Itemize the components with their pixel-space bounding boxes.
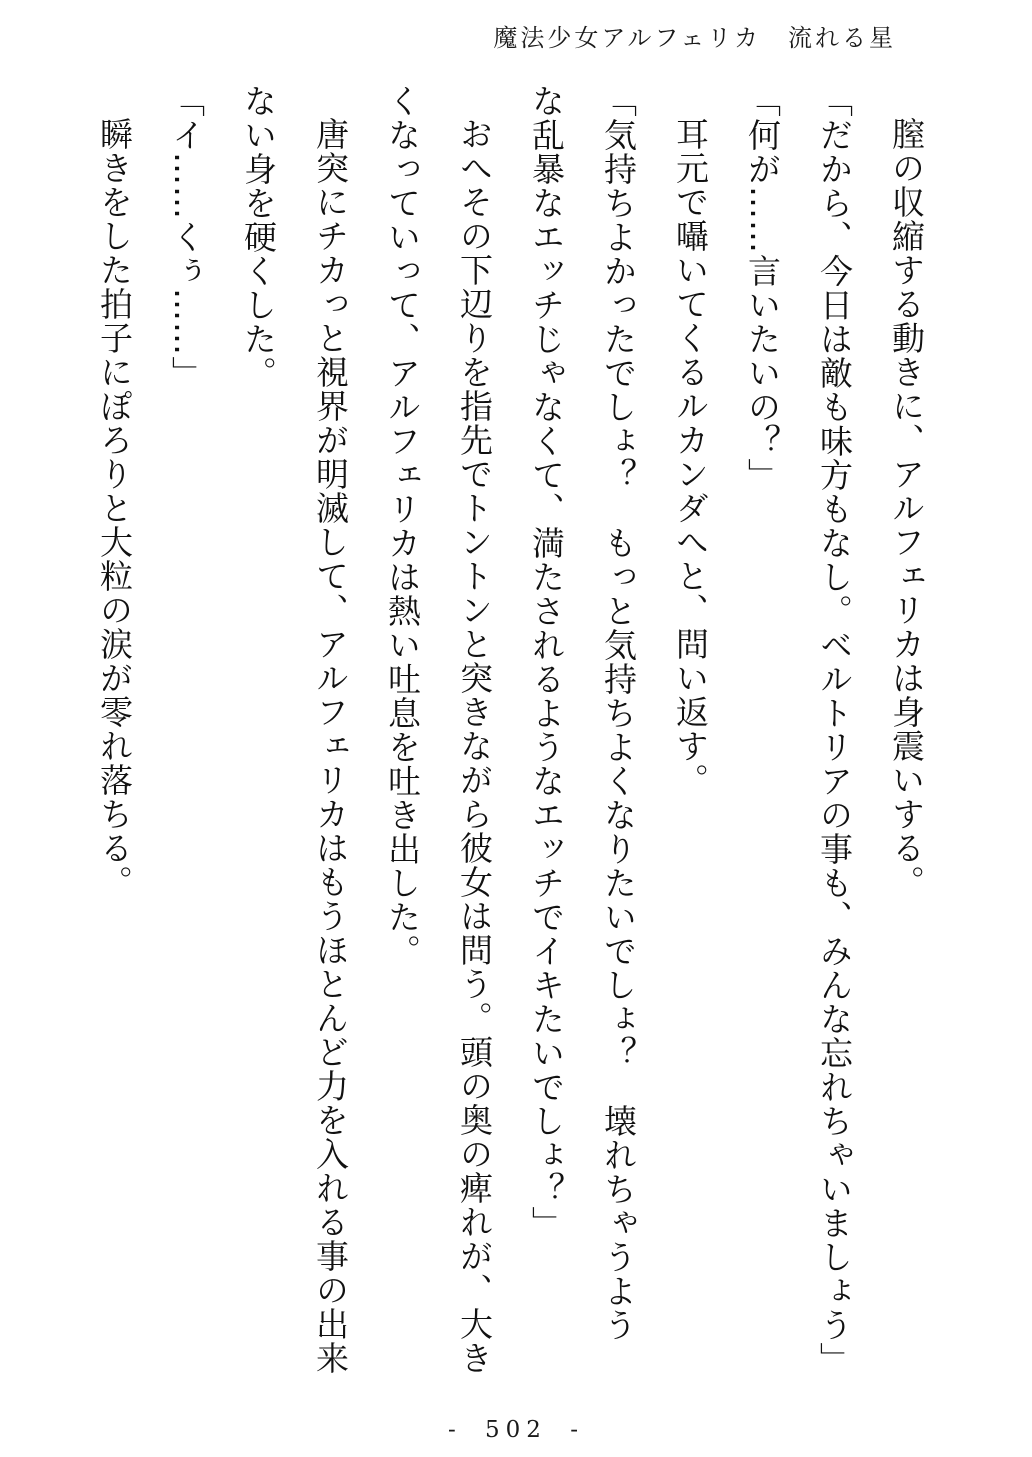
text-line: な乱暴なエッチじゃなくて、満たされるようなエッチでイキたいでしょ？」 xyxy=(527,84,566,1240)
text-line: 「イ……くぅ……」 xyxy=(167,84,206,390)
text-line: 「何が……言いたいの？」 xyxy=(743,84,782,492)
body-text xyxy=(78,84,942,1376)
text-line: 唐突にチカっと視界が明滅して、アルフェリカはもうほとんど力を入れる事の出来 xyxy=(311,117,350,1375)
text-line: 膣の収縮する動きに、アルフェリカは身震いする。 xyxy=(887,117,926,899)
page-number: - 502 - xyxy=(447,1417,585,1443)
text-line: 「だから、今日は敵も味方もなし。ベルトリアの事も、みんな忘れちゃいましょう」 xyxy=(815,84,854,1376)
running-header-title: 魔法少女アルフェリカ 流れる星 xyxy=(493,24,896,52)
text-line: ない身を硬くした。 xyxy=(239,84,278,390)
text-line: くなっていって、アルフェリカは熱い吐息を吐き出した。 xyxy=(383,84,422,968)
text-line: おへその下辺りを指先でトントンと突きながら彼女は問う。頭の奥の痺れが、大き xyxy=(455,117,494,1375)
text-line: 耳元で囁いてくるルカンダへと、問い返す。 xyxy=(671,117,710,797)
text-line: 瞬きをした拍子にぽろりと大粒の涙が零れ落ちる。 xyxy=(95,117,134,899)
text-line: 「気持ちよかったでしょ？ もっと気持ちよくなりたいでしょ？ 壊れちゃうよう xyxy=(599,84,638,1342)
